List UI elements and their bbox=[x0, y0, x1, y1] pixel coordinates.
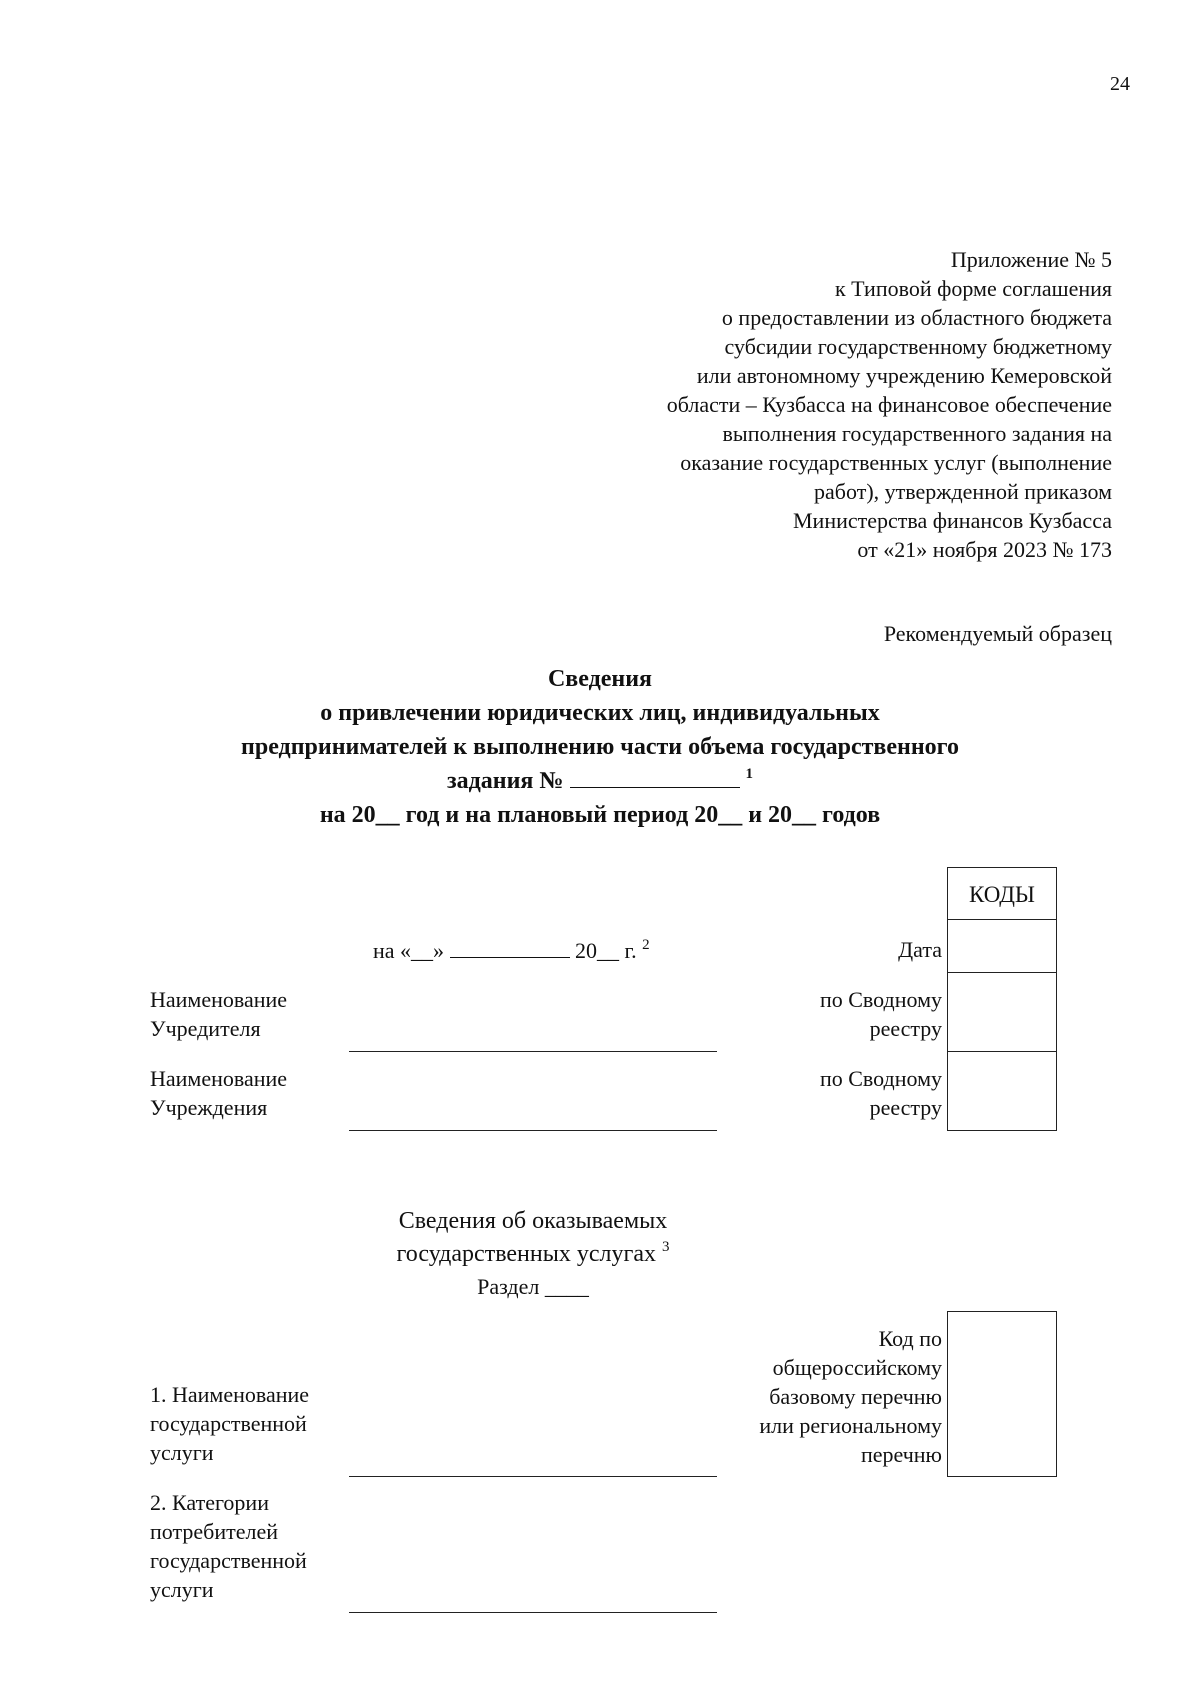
date-year: 20__ г. bbox=[575, 938, 637, 963]
services-title-text: государственных услугах bbox=[396, 1241, 656, 1267]
code-list-line: перечню bbox=[860, 1442, 942, 1467]
date-month-blank[interactable] bbox=[450, 935, 570, 958]
code-list-line: или региональному bbox=[759, 1413, 942, 1438]
annex-line: оказание государственных услуг (выполнение bbox=[680, 450, 1112, 475]
footnote-ref: 1 bbox=[745, 766, 754, 782]
annex-line: работ), утвержденной приказом bbox=[814, 479, 1112, 504]
code-institution-cell[interactable] bbox=[947, 1051, 1057, 1131]
heading-line: предпринимателей к выполнению части объема государственного bbox=[241, 734, 959, 760]
date-label: Дата bbox=[898, 937, 942, 962]
annex-block bbox=[552, 245, 1112, 564]
date-prefix: на «__» bbox=[373, 938, 445, 963]
annex-line: Приложение № 5 bbox=[950, 247, 1112, 272]
code-list-label bbox=[700, 1324, 942, 1469]
services-title-line: Сведения об оказываемых bbox=[398, 1208, 668, 1234]
consumer-categories-line: 2. Категории bbox=[150, 1490, 269, 1515]
code-list-cell[interactable] bbox=[947, 1311, 1057, 1477]
date-line bbox=[373, 935, 650, 965]
heading-title: Сведения bbox=[547, 666, 653, 692]
section-number: Раздел ____ bbox=[477, 1274, 589, 1299]
heading-period: на 20__ год и на плановый период 20__ и 20__ годов bbox=[319, 802, 881, 828]
document-heading bbox=[100, 662, 1100, 832]
annex-line: Министерства финансов Кузбасса bbox=[793, 508, 1112, 533]
consumer-categories-line: государственной bbox=[150, 1548, 307, 1573]
registry-label-line: реестру bbox=[869, 1016, 942, 1041]
annex-line: о предоставлении из областного бюджета bbox=[721, 305, 1112, 330]
consumer-categories-line: потребителей bbox=[150, 1519, 278, 1544]
founder-label-line: Наименование bbox=[150, 987, 288, 1012]
service-name-line: государственной bbox=[150, 1411, 307, 1436]
institution-label-line: Наименование bbox=[150, 1066, 288, 1091]
registry-label-line: по Сводному bbox=[819, 987, 942, 1012]
annex-line: от «21» ноября 2023 № 173 bbox=[857, 537, 1112, 562]
founder-registry-label bbox=[740, 985, 942, 1043]
annex-line: субсидии государственному бюджетному bbox=[724, 334, 1112, 359]
code-list-line: Код по bbox=[878, 1326, 942, 1351]
footnote-ref: 2 bbox=[642, 936, 650, 953]
code-founder-cell[interactable] bbox=[947, 972, 1057, 1052]
heading-task-label: задания № bbox=[446, 768, 564, 794]
annex-line: или автономному учреждению Кемеровской bbox=[696, 363, 1112, 388]
task-number-blank[interactable] bbox=[570, 765, 740, 788]
codes-header: КОДЫ bbox=[969, 882, 1035, 907]
institution-registry-label bbox=[740, 1064, 942, 1122]
institution-name-field[interactable] bbox=[349, 1130, 717, 1131]
institution-label-line: Учреждения bbox=[150, 1095, 268, 1120]
registry-label-line: по Сводному bbox=[819, 1066, 942, 1091]
services-title bbox=[330, 1205, 736, 1271]
footnote-ref: 3 bbox=[661, 1239, 670, 1255]
code-list-line: базовому перечню bbox=[769, 1384, 942, 1409]
consumer-categories-label bbox=[150, 1488, 307, 1604]
heading-task-line bbox=[100, 764, 1100, 798]
service-name-line: 1. Наименование bbox=[150, 1382, 310, 1407]
code-list-line: общероссийскому bbox=[772, 1355, 942, 1380]
sample-label: Рекомендуемый образец bbox=[883, 621, 1112, 646]
page-number: 24 bbox=[1110, 73, 1130, 95]
annex-line: области – Кузбасса на финансовое обеспечение bbox=[666, 392, 1112, 417]
institution-label bbox=[150, 1064, 287, 1122]
registry-label-line: реестру bbox=[869, 1095, 942, 1120]
service-name-label bbox=[150, 1380, 309, 1467]
service-name-line: услуги bbox=[150, 1440, 214, 1465]
code-date-cell[interactable] bbox=[947, 919, 1057, 973]
consumer-categories-line: услуги bbox=[150, 1577, 214, 1602]
founder-label bbox=[150, 985, 287, 1043]
heading-line: о привлечении юридических лиц, индивидуальных bbox=[320, 700, 880, 726]
founder-label-line: Учредителя bbox=[150, 1016, 261, 1041]
consumer-categories-field[interactable] bbox=[349, 1612, 717, 1613]
founder-name-field[interactable] bbox=[349, 1051, 717, 1052]
annex-line: выполнения государственного задания на bbox=[722, 421, 1112, 446]
service-name-field[interactable] bbox=[349, 1476, 717, 1477]
annex-line: к Типовой форме соглашения bbox=[834, 276, 1112, 301]
services-title-line bbox=[330, 1238, 736, 1271]
